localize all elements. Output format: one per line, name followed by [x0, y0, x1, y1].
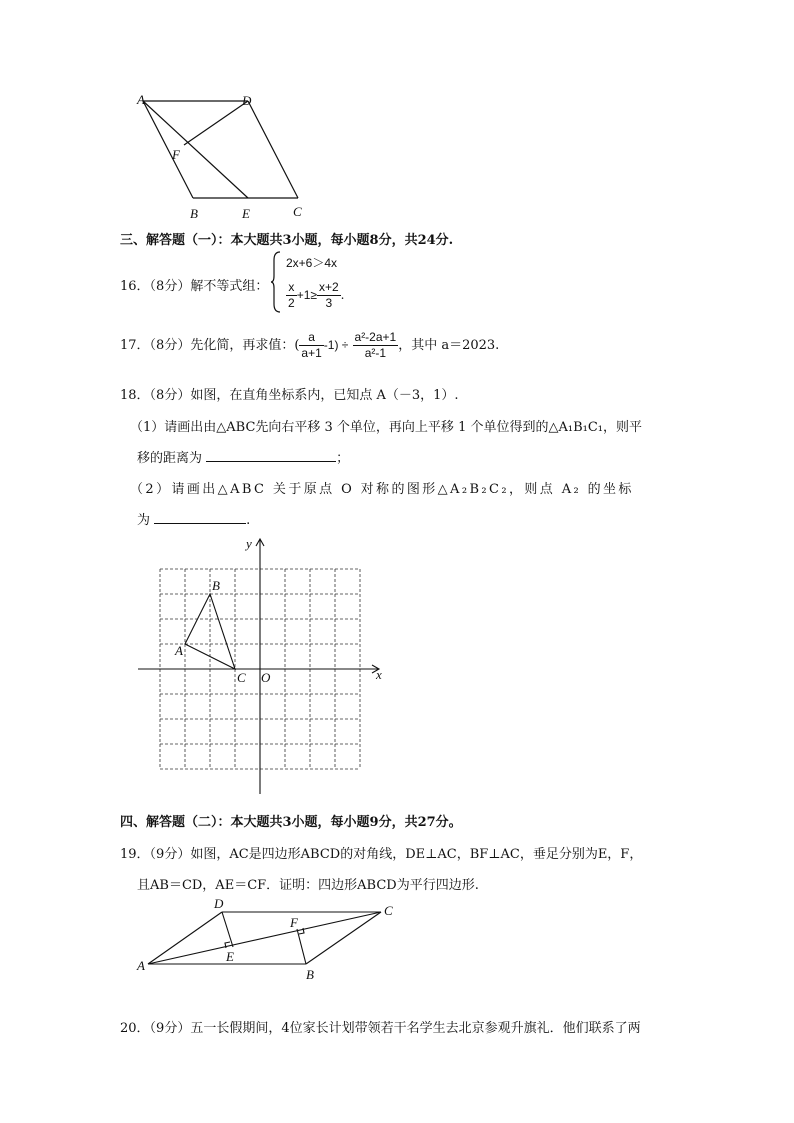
q19-line1 [120, 843, 642, 862]
q17-frac-den: a+1 [301, 346, 322, 360]
point-B-label: B [212, 578, 220, 593]
q17-frac-num: a [299, 330, 323, 346]
fig3-label-F: F [290, 915, 298, 930]
q17-score: （8分） [149, 338, 191, 353]
q18-text: 如图，在直角坐标系内，已知点 A（－3，1）. [190, 388, 459, 403]
q16-line1: 2x+6＞4x [286, 256, 338, 270]
answer-blank-2[interactable] [154, 509, 246, 524]
label-A: A [137, 92, 145, 107]
q18-p2b-line [137, 509, 250, 528]
label-B: B [190, 206, 198, 221]
label-C: C [293, 204, 302, 219]
answer-blank-1[interactable] [206, 447, 336, 462]
brace-icon [270, 250, 282, 314]
origin-O-label: O [261, 670, 271, 685]
section3-title: 三、解答题（一）：本大题共3小题，每小题8分，共24分. [120, 233, 454, 248]
q17-open: ( [294, 338, 300, 353]
q17-tail: ，其中 a＝2023. [398, 338, 500, 353]
point-C-label: C [237, 670, 246, 685]
q17-minus: -1) ÷ [323, 338, 349, 352]
q16-frac2-den: 3 [325, 296, 333, 310]
q18-score: （8分） [149, 388, 191, 403]
q17-frac2-den: a²-1 [364, 346, 387, 360]
q20-line1 [120, 1017, 641, 1036]
q18-p2a: （2）请画出△ABC 关于原点 O 对称的图形△A₂B₂C₂，则点 A₂ 的坐标 [130, 482, 634, 497]
q16-num: 16． [120, 279, 150, 294]
q19-score: （9分） [149, 847, 191, 862]
q18-p2b: 为 [137, 513, 151, 528]
q19-line2: 且AB＝CD，AE＝CF．证明：四边形ABCD为平行四边形. [137, 878, 479, 893]
q18-p1c: ； [336, 451, 350, 466]
fig3-label-A: A [137, 958, 145, 973]
q16-prefix [120, 275, 268, 294]
fig3-label-E: E [226, 949, 234, 964]
q18-num: 18． [120, 388, 150, 403]
q16-frac2-num: x+2 [318, 280, 339, 294]
q20-score: （9分） [149, 1021, 191, 1036]
fig3-label-C: C [384, 903, 393, 918]
label-F: F [172, 147, 180, 162]
q18-p1a: （1）请画出由△ABC先向右平移 3 个单位，再向上平移 1 个单位得到的△A₁B₁C₁，则平 [130, 420, 642, 435]
q18-p1b-line [137, 447, 349, 466]
label-E: E [242, 206, 250, 221]
label-D: D [242, 93, 252, 108]
q16-frac-den: 2 [288, 296, 295, 310]
q17-line [120, 330, 499, 361]
parallelogram-figure [130, 88, 320, 223]
axis-y-label: y [246, 536, 252, 551]
coordinate-grid-figure [130, 532, 390, 802]
q20-text: 五一长假期间，4位家长计划带领若干名学生去北京参观升旗礼．他们联系了两 [190, 1021, 641, 1036]
q16-text: 解不等式组： [190, 279, 269, 294]
q16-end: . [340, 288, 345, 302]
fig3-label-B: B [306, 967, 314, 982]
q18-line1 [120, 384, 459, 403]
q18-p1b: 移的距离为 [137, 451, 203, 466]
q18-p2c: . [246, 513, 251, 528]
q16-frac-num: x [286, 280, 297, 296]
q17-num: 17． [120, 338, 150, 353]
axis-x-label: x [376, 667, 382, 682]
q19-text1: 如图，AC是四边形ABCD的对角线，DE⊥AC，BF⊥AC，垂足分别为E，F， [190, 847, 643, 862]
section4-title: 四、解答题（二）：本大题共3小题，每小题9分，共27分。 [120, 815, 462, 830]
q16-mid: +1≥ [296, 288, 317, 302]
q16-line2 [286, 280, 344, 311]
q17-frac2-num: a²-2a+1 [354, 330, 397, 344]
fig3-label-D: D [214, 896, 224, 911]
q20-num: 20． [120, 1021, 150, 1036]
point-A-label: A [175, 643, 183, 658]
quadrilateral-figure [130, 893, 400, 985]
q17-text: 先化简，再求值： [190, 338, 295, 353]
q16-score: （8分） [149, 279, 191, 294]
q19-num: 19． [120, 847, 150, 862]
